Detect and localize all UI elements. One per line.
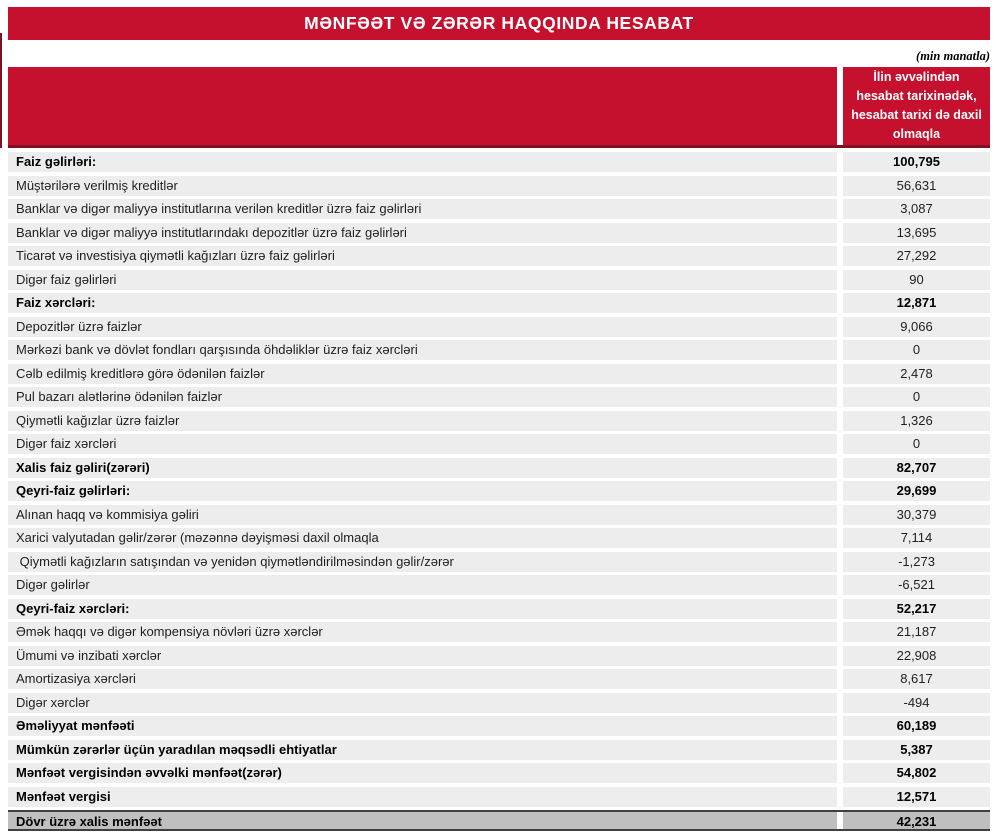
header-value-cell xyxy=(843,67,990,145)
table-row xyxy=(8,575,990,595)
row-value: 27,292 xyxy=(843,246,990,266)
row-label: Depozitlər üzrə faizlər xyxy=(8,317,837,337)
table-row xyxy=(8,669,990,689)
row-value: 21,187 xyxy=(843,622,990,642)
row-label: Cəlb edilmiş kreditlərə görə ödənilən faizlər xyxy=(8,364,837,384)
row-label: Qeyri-faiz xərcləri: xyxy=(8,599,837,619)
row-label: Müştərilərə verilmiş kreditlər xyxy=(8,176,837,196)
table-row xyxy=(8,152,990,172)
row-label: Əməliyyat mənfəəti xyxy=(8,716,837,736)
table-row xyxy=(8,505,990,525)
units-note: (min manatla) xyxy=(916,49,990,63)
table-row xyxy=(8,176,990,196)
table-row xyxy=(8,599,990,619)
table-row xyxy=(8,716,990,736)
row-label: Digər gəlirlər xyxy=(8,575,837,595)
row-label: Faiz gəlirləri: xyxy=(8,152,837,172)
table-row xyxy=(8,693,990,713)
rows-container xyxy=(8,152,990,831)
row-value: 90 xyxy=(843,270,990,290)
row-value: -1,273 xyxy=(843,552,990,572)
row-value: 13,695 xyxy=(843,223,990,243)
table-row xyxy=(8,411,990,431)
header-caption-line: olmaqla xyxy=(892,127,941,141)
table-row xyxy=(8,223,990,243)
row-label: Dövr üzrə xalis mənfəət xyxy=(8,812,837,829)
row-label: Faiz xərcləri: xyxy=(8,293,837,313)
row-value: 22,908 xyxy=(843,646,990,666)
table-row xyxy=(8,340,990,360)
page-title: MƏNFƏƏT VƏ ZƏRƏR HAQQINDA HESABAT xyxy=(304,13,694,33)
row-value: 3,087 xyxy=(843,199,990,219)
row-label: Amortizasiya xərcləri xyxy=(8,669,837,689)
row-value: 56,631 xyxy=(843,176,990,196)
row-label: Ticarət və investisiya qiymətli kağızları üzrə faiz gəlirləri xyxy=(8,246,837,266)
header-caption-line: hesabat tarixinədək, xyxy=(856,89,977,103)
title-banner xyxy=(8,7,990,40)
table-row xyxy=(8,763,990,783)
row-value: 100,795 xyxy=(843,152,990,172)
table-row xyxy=(8,622,990,642)
row-value: 12,871 xyxy=(843,293,990,313)
row-label: Mənfəət vergisi xyxy=(8,787,837,807)
row-value: 2,478 xyxy=(843,364,990,384)
row-value: 8,617 xyxy=(843,669,990,689)
table-row xyxy=(8,481,990,501)
row-value: 0 xyxy=(843,340,990,360)
table-row xyxy=(8,528,990,548)
row-label: Xalis faiz gəliri(zərəri) xyxy=(8,458,837,478)
row-label: Qeyri-faiz gəlirləri: xyxy=(8,481,837,501)
table-row xyxy=(8,740,990,760)
row-value: 7,114 xyxy=(843,528,990,548)
row-label: Banklar və digər maliyyə institutlarına verilən kreditlər üzrə faiz gəlirləri xyxy=(8,199,837,219)
row-label: Qiymətli kağızların satışından və yenidən qiymətləndirilməsindən gəlir/zərər xyxy=(8,552,837,572)
income-statement-table xyxy=(8,67,990,831)
row-label: Mərkəzi bank və dövlət fondları qarşısında öhdəliklər üzrə faiz xərcləri xyxy=(8,340,837,360)
row-value: 60,189 xyxy=(843,716,990,736)
table-row xyxy=(8,458,990,478)
table-row xyxy=(8,646,990,666)
row-value: 12,571 xyxy=(843,787,990,807)
row-value: 0 xyxy=(843,434,990,454)
table-row xyxy=(8,199,990,219)
table-row xyxy=(8,552,990,572)
row-label: Xarici valyutadan gəlir/zərər (məzənnə dəyişməsi daxil olmaqla xyxy=(8,528,837,548)
table-row xyxy=(8,387,990,407)
header-spacer-cell xyxy=(8,67,837,145)
row-value: 0 xyxy=(843,387,990,407)
row-value: -6,521 xyxy=(843,575,990,595)
row-value: 9,066 xyxy=(843,317,990,337)
row-value: -494 xyxy=(843,693,990,713)
row-label: Mənfəət vergisindən əvvəlki mənfəət(zərər) xyxy=(8,763,837,783)
row-value: 30,379 xyxy=(843,505,990,525)
row-value: 54,802 xyxy=(843,763,990,783)
row-value: 29,699 xyxy=(843,481,990,501)
header-caption-line: İlin əvvəlindən xyxy=(873,70,960,84)
row-label: Ümumi və inzibati xərclər xyxy=(8,646,837,666)
table-header-row xyxy=(8,67,990,148)
page-edge-artifact xyxy=(0,33,2,148)
table-row xyxy=(8,364,990,384)
table-row xyxy=(8,317,990,337)
row-label: Digər faiz gəlirləri xyxy=(8,270,837,290)
row-label: Pul bazarı alətlərinə ödənilən faizlər xyxy=(8,387,837,407)
row-label: Mümkün zərərlər üçün yaradılan məqsədli ehtiyatlar xyxy=(8,740,837,760)
row-value: 1,326 xyxy=(843,411,990,431)
row-label: Digər xərclər xyxy=(8,693,837,713)
table-row xyxy=(8,810,990,831)
row-label: Əmək haqqı və digər kompensiya növləri üzrə xərclər xyxy=(8,622,837,642)
row-value: 5,387 xyxy=(843,740,990,760)
row-label: Digər faiz xərcləri xyxy=(8,434,837,454)
row-label: Qiymətli kağızlar üzrə faizlər xyxy=(8,411,837,431)
table-row xyxy=(8,434,990,454)
row-value: 82,707 xyxy=(843,458,990,478)
row-value: 52,217 xyxy=(843,599,990,619)
row-label: Alınan haqq və kommisiya gəliri xyxy=(8,505,837,525)
row-label: Banklar və digər maliyyə institutlarındakı depozitlər üzrə faiz gəlirləri xyxy=(8,223,837,243)
table-row xyxy=(8,293,990,313)
row-value: 42,231 xyxy=(843,812,990,829)
table-row xyxy=(8,787,990,807)
table-row xyxy=(8,246,990,266)
table-row xyxy=(8,270,990,290)
header-caption-line: hesabat tarixi də daxil xyxy=(851,108,982,122)
